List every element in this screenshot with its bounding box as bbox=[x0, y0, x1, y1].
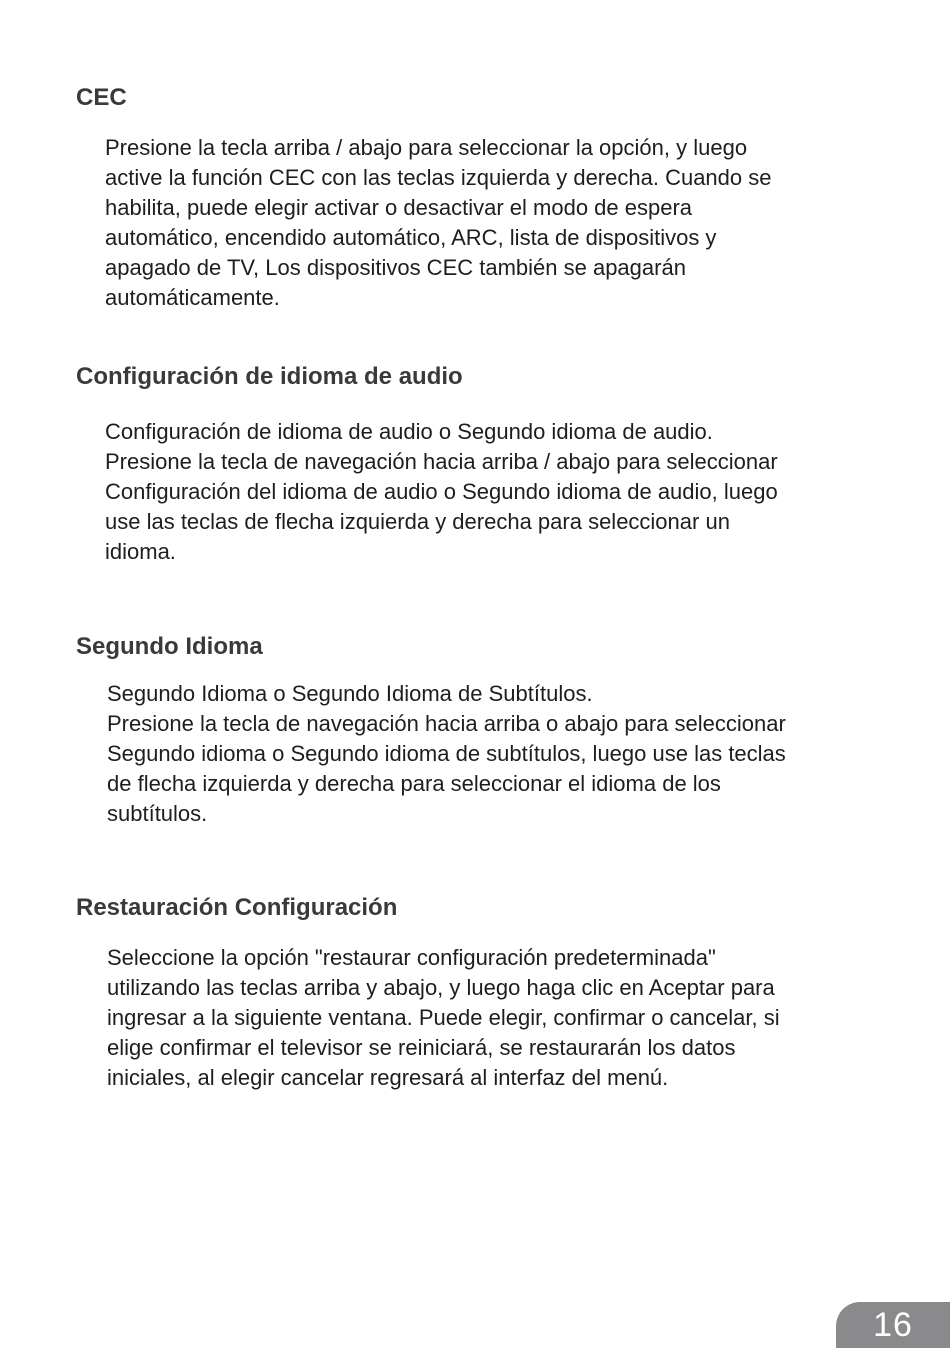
body-line: elige confirmar el televisor se reiniciará, se restaurarán los datos bbox=[107, 1035, 736, 1060]
body-line: Presione la tecla de navegación hacia arriba o abajo para seleccionar bbox=[107, 711, 786, 736]
body-line: apagado de TV, Los dispositivos CEC también se apagarán bbox=[105, 255, 686, 280]
section-body-restore-settings bbox=[107, 943, 780, 1093]
body-line: automático, encendido automático, ARC, lista de dispositivos y bbox=[105, 225, 717, 250]
section-heading-restore-settings: Restauración Configuración bbox=[76, 894, 398, 921]
section-body-cec bbox=[105, 133, 771, 313]
body-line: ingresar a la siguiente ventana. Puede elegir, confirmar o cancelar, si bbox=[107, 1005, 780, 1030]
body-line: iniciales, al elegir cancelar regresará al interfaz del menú. bbox=[107, 1065, 669, 1090]
body-line: Configuración de idioma de audio o Segundo idioma de audio. bbox=[105, 419, 713, 444]
body-line: habilita, puede elegir activar o desactivar el modo de espera bbox=[105, 195, 693, 220]
body-line: Segundo idioma o Segundo idioma de subtítulos, luego use las teclas bbox=[107, 741, 786, 766]
body-line: active la función CEC con las teclas izquierda y derecha. Cuando se bbox=[105, 165, 772, 190]
section-heading-cec: CEC bbox=[76, 84, 127, 111]
body-line: Presione la tecla de navegación hacia arriba / abajo para seleccionar bbox=[105, 449, 778, 474]
section-heading-second-language: Segundo Idioma bbox=[76, 633, 263, 660]
page-number: 16 bbox=[873, 1306, 913, 1344]
body-line: Segundo Idioma o Segundo Idioma de Subtítulos. bbox=[107, 681, 593, 706]
body-line: Configuración del idioma de audio o Segundo idioma de audio, luego bbox=[105, 479, 778, 504]
section-body-audio-language bbox=[105, 417, 778, 567]
body-line: Presione la tecla arriba / abajo para seleccionar la opción, y luego bbox=[105, 135, 748, 160]
body-line: de flecha izquierda y derecha para seleccionar el idioma de los bbox=[107, 771, 721, 796]
body-line: utilizando las teclas arriba y abajo, y luego haga clic en Aceptar para bbox=[107, 975, 775, 1000]
body-line: idioma. bbox=[105, 539, 176, 564]
body-line: Seleccione la opción "restaurar configuración predeterminada" bbox=[107, 945, 716, 970]
body-line: subtítulos. bbox=[107, 801, 208, 826]
body-line: use las teclas de flecha izquierda y derecha para seleccionar un bbox=[105, 509, 730, 534]
section-heading-audio-language: Configuración de idioma de audio bbox=[76, 363, 463, 390]
body-line: automáticamente. bbox=[105, 285, 280, 310]
section-body-second-language bbox=[107, 679, 786, 829]
page-number-tab bbox=[836, 1302, 950, 1348]
